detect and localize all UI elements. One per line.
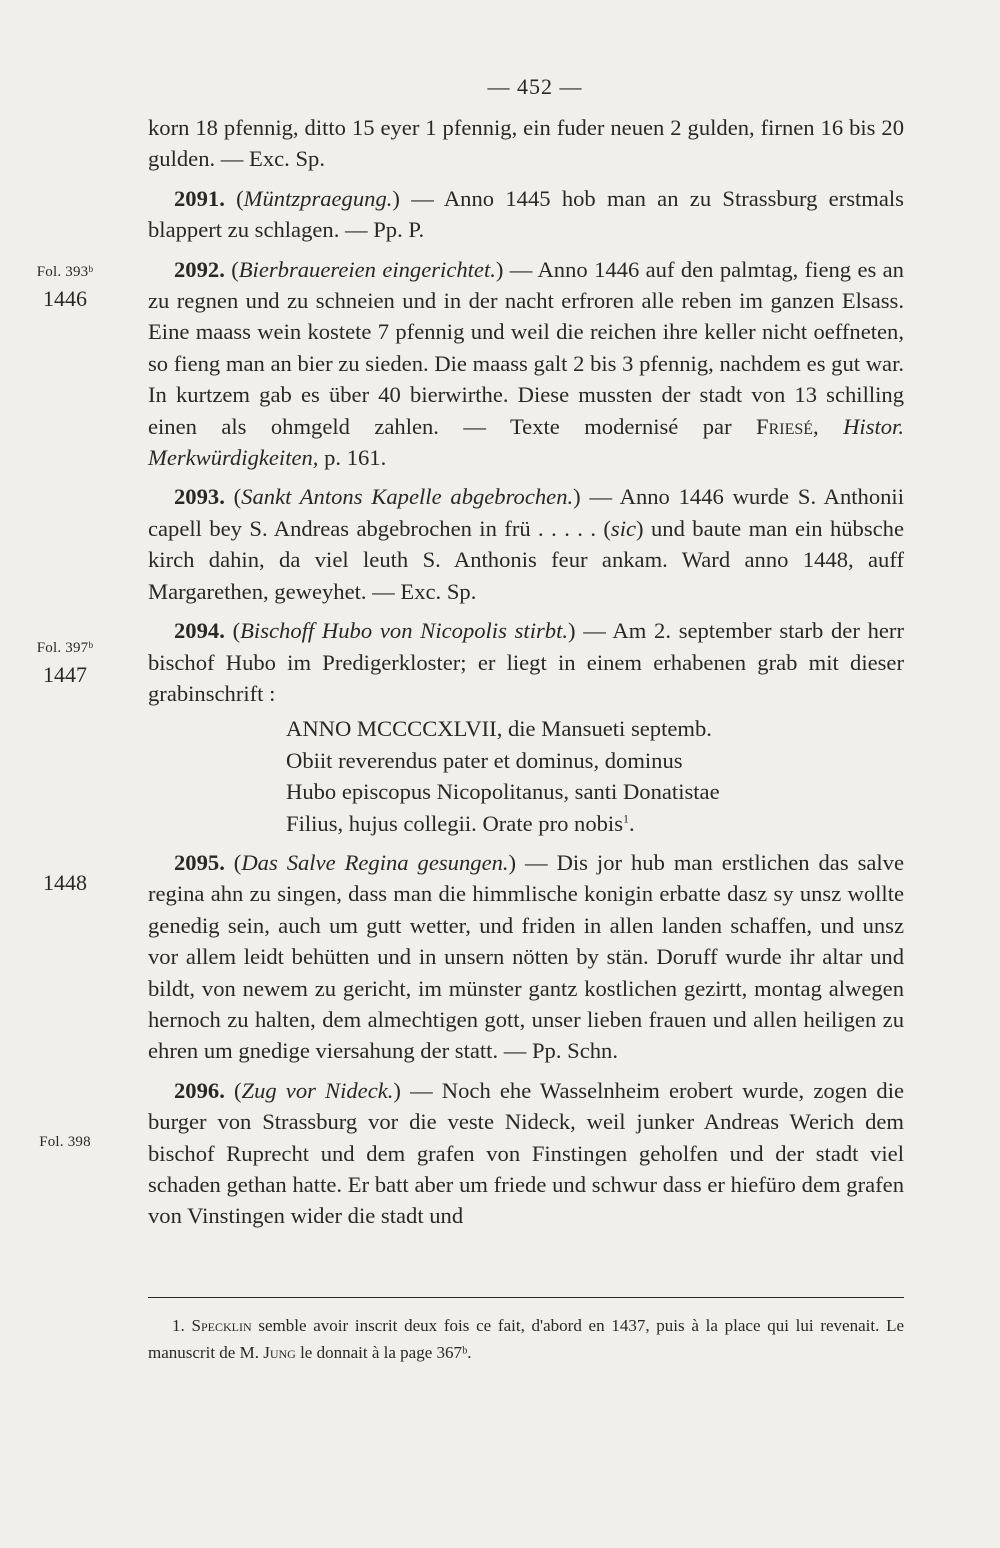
entry-number: 2092. [174,256,225,282]
margin-year-1447: 1447 [43,662,87,687]
footnote-mark: 1 [623,811,629,825]
margin-year-1446: 1446 [43,286,87,311]
footnotes [148,1312,904,1366]
entry-2094: 2094. (Bischoff Hubo von Nicopolis stirbt.) — Am 2. september starb der herr bischof Hubo im Predigerkloster; er liegt in einem erhabenen grab mit dieser grabinschrift : [148,618,904,706]
entry-title: Das Salve Regina gesungen. [241,849,509,875]
continuation-paragraph: korn 18 pfennig, ditto 15 eyer 1 pfennig, ein fuder neuen 2 gulden, firnen 16 bis 20 gulden. — Exc. Sp. [148,115,904,172]
margin-year-1448: 1448 [43,870,87,895]
entry-number: 2096. [174,1077,225,1103]
inscription-line: Obiit reverendus pater et dominus, dominus [286,747,683,773]
entry-title: Sankt Antons Kapelle abgebrochen. [241,484,574,510]
footnote-1: 1. Specklin semble avoir inscrit deux fois ce fait, d'abord en 1437, puis à la place qui lui revenait. Le manuscrit de M. Jung le donnait à la page 367ᵇ. [148,1316,904,1362]
main-text [148,112,904,1232]
entry-number: 2094. [174,618,225,644]
work-title: Histor. Merkwürdigkeiten, [148,413,904,471]
author-name: Friesé [756,413,814,439]
entry-number: 2095. [174,849,225,875]
entry-title: Zug vor Nideck. [241,1077,394,1103]
footnote-name: Jung [263,1343,296,1362]
margin-folio-393: Fol. 393ᵇ [36,264,94,280]
inscription-line: Filius, hujus collegii. Orate pro nobis$^1$. [286,810,635,836]
sic-note: sic [610,515,637,541]
entry-title: Bierbrauereien eingerichtet. [238,256,496,282]
entry-2093: 2093. (Sankt Antons Kapelle abgebrochen.) — Anno 1446 wurde S. Anthonii capell bey S. Andreas abgebrochen in frü . . . . . (sic) und baute man ein hübsche kirch dahin, da viel leuth S. Anthonis feur ankam. Ward anno 1448, auff Margarethen, geweyhet. — Exc. Sp. [148,484,904,604]
margin-folio-398: Fol. 398 [39,1134,91,1150]
footnote-rule [148,1297,904,1298]
entry-title: Müntzpraegung. [243,185,393,211]
inscription-line: Hubo episcopus Nicopolitanus, santi Donatistae [286,779,720,805]
entry-2092: 2092. (Bierbrauereien eingerichtet.) — Anno 1446 auf den palmtag, fieng es an zu regnen und zu schneien und in der nacht erfroren alle reben im ganzen Elsass. Eine maass wein kostete 7 pfennig und weil die reichen ihre keller nicht oeffneten, so fieng man an bier zu sieden. Die maass galt 2 bis 3 pfennig, nachdem es gut war. In kurtzem gab es über 40 bierwirthe. Diese mussten der stadt von 13 schilling einen als ohmgeld zahlen. — Texte modernisé par Friesé, Histor. Merkwürdigkeiten, p. 161. [148,256,904,471]
entry-2095: 2095. (Das Salve Regina gesungen.) — Dis jor hub man erstlichen das salve regina ahn zu singen, dass man die himmlische konigin erbatte dasz sy unsz wollte genedig sein, auch um gutt wetter, und friden in allen landen schaffen, und unsz vor allem leidt behütten und in unsern nötten by stän. Doruff wurde ihr altar und bildt, von newem zu gericht, im münster gantz kostlichen gezirtt, montag alwegen hernoch zu halten, dem almechtigen gott, unser lieben frauen und allen heiligen zu ehren um gnedige viersahung der statt. — Pp. Schn. [148,849,904,1064]
page-number: — 452 — [487,74,583,99]
entry-2096: 2096. (Zug vor Nideck.) — Noch ehe Wasselnheim erobert wurde, zogen die burger von Strassburg vor die veste Nideck, weil junker Andreas Werich dem bischof Ruprecht und dem grafen von Finstingen geholfen und der stadt viel schaden gethan hatte. Er batt aber um friede und schwur dass er hiefüro dem grafen von Vinstingen wider die stadt und [148,1077,904,1229]
footnote-author: Specklin [191,1316,252,1335]
entry-title: Bischoff Hubo von Nicopolis stirbt. [240,618,568,644]
entry-2091: 2091. (Müntzpraegung.) — Anno 1445 hob man an zu Strassburg erstmals blappert zu schlagen. — Pp. P. [148,185,904,243]
margin-folio-397: Fol. 397ᵇ [36,640,94,656]
inscription-line: ANNO MCCCCXLVII, die Mansueti septemb. [286,716,712,742]
entry-number: 2093. [174,484,225,510]
entry-number: 2091. [174,185,225,211]
